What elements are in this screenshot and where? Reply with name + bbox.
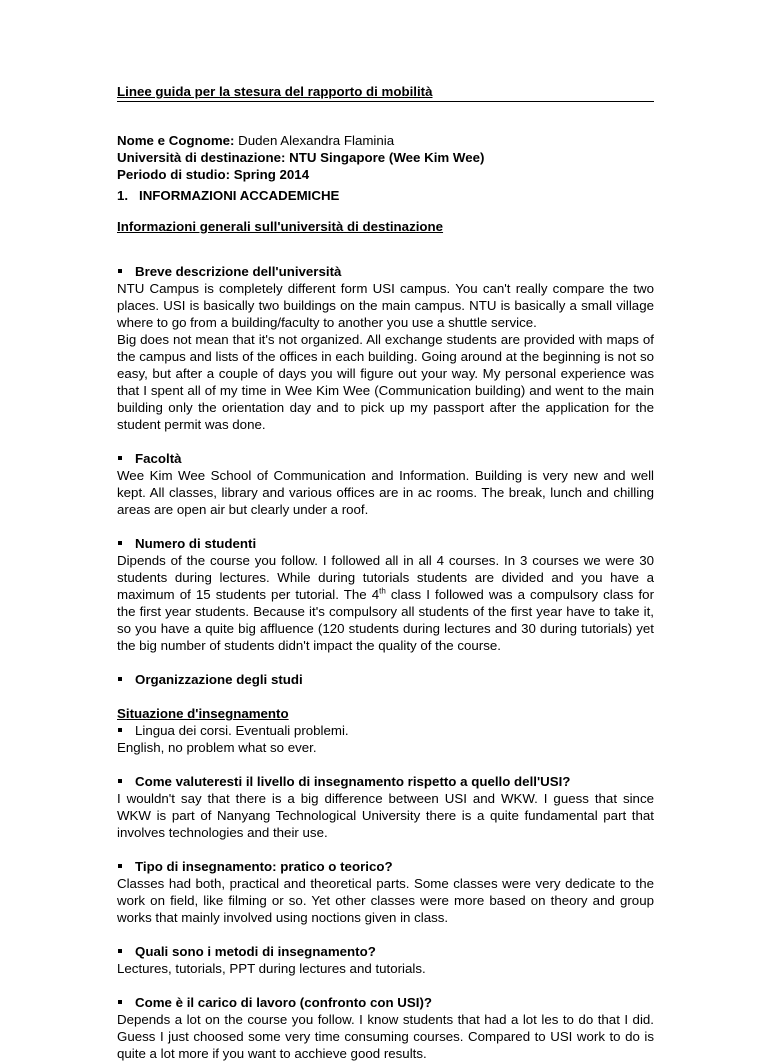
document-header <box>117 84 654 102</box>
bullet-icon <box>118 456 122 460</box>
answer-text: Big does not mean that it's not organized. All exchange students are provided with maps of the campus and lists of the offices in each building. Going around at the beginning is not so easy, but after a couple of days you will figure out your way. My personal experience was that I spent all of my time in Wee Kim Wee (Communication building) and went to the main building only the orientation day and to pick up my passport after the application for the student permit was done. <box>117 332 654 432</box>
question-heading: Tipo di insegnamento: pratico o teorico? <box>117 858 654 875</box>
bullet-icon <box>118 1000 122 1004</box>
bullet-icon <box>118 677 122 681</box>
question-heading: Numero di studenti <box>117 535 654 552</box>
question-heading: Breve descrizione dell'università <box>117 263 654 280</box>
teaching-title: Situazione d'insegnamento <box>117 706 289 721</box>
question-heading: Quali sono i metodi di insegnamento? <box>117 943 654 960</box>
bullet-icon <box>118 541 122 545</box>
question-heading: Organizzazione degli studi <box>117 671 654 688</box>
section-heading <box>117 188 339 203</box>
name-line <box>117 132 484 149</box>
answer-text: NTU Campus is completely different form USI campus. You can't really compare the two places. USI is basically two buildings on the main campus. NTU is basically a small village where to go from a building/faculty to another you use a shuttle service. <box>117 281 654 330</box>
question-heading: Come valuteresti il livello di insegnamento rispetto a quello dell'USI? <box>117 773 654 790</box>
question-methods <box>117 943 654 977</box>
answer-text: English, no problem what so ever. <box>117 740 317 755</box>
university-line: Università di destinazione: NTU Singapore (Wee Kim Wee) <box>117 150 485 165</box>
section-title: INFORMAZIONI ACCADEMICHE <box>139 188 340 203</box>
name-label: Nome e Cognome: <box>117 133 235 148</box>
question-language <box>117 705 654 756</box>
answer-text: Lectures, tutorials, PPT during lectures and tutorials. <box>117 961 426 976</box>
bullet-icon <box>118 269 122 273</box>
question-university <box>117 263 654 433</box>
answer-text: Classes had both, practical and theoretical parts. Some classes were very dedicate to the work on field, like filming or so. Yet other classes were more based on theory and group works that mainly involved using noctions given in class. <box>117 876 654 925</box>
answer-text: Wee Kim Wee School of Communication and Information. Building is very new and well kept. All classes, library and various offices are in ac rooms. The break, lunch and chilling areas are open air but clearly under a roof. <box>117 468 654 517</box>
question-type <box>117 858 654 926</box>
bullet-icon <box>118 779 122 783</box>
section-number: 1. <box>117 188 129 203</box>
question-heading: Lingua dei corsi. Eventuali problemi. <box>117 722 654 739</box>
answer-text: I wouldn't say that there is a big difference between USI and WKW. I guess that since WKW is part of Nanyang Technological University there is a quite fundamental part that involves technologies and their use. <box>117 791 654 840</box>
name-value: Duden Alexandra Flaminia <box>234 133 395 148</box>
question-heading: Come è il carico di lavoro (confronto con USI)? <box>117 994 654 1011</box>
student-info <box>117 132 484 183</box>
question-faculty <box>117 450 654 518</box>
document-title: Linee guida per la stesura del rapporto di mobilità <box>117 84 433 99</box>
bullet-icon <box>118 949 122 953</box>
question-organization <box>117 671 654 688</box>
answer-text: Depends a lot on the course you follow. I know students that had a lot les to do that I did. Guess I just choosed some very time consuming courses. Compared to USI work to do is quite a lot more if you want to acchieve good results. <box>117 1012 654 1061</box>
question-workload <box>117 994 654 1062</box>
question-heading: Facoltà <box>117 450 654 467</box>
bullet-icon <box>118 864 122 868</box>
question-students <box>117 535 654 654</box>
period-line: Periodo di studio: Spring 2014 <box>117 167 310 182</box>
answer-text: Dipends of the course you follow. I followed all in all 4 courses. In 3 courses we were 30 students during lectures. While during tutorials students are divided and you have a maximum of 15 students per tutorial. The 4th class I followed was a compulsory class for the first year students. Because it's compulsory all students of the first year have to take it, so you have a quite big affluence (120 students during lectures and 30 during tutorials) yet the big number of students didn't impact the quality of the course. <box>117 553 654 653</box>
question-level <box>117 773 654 841</box>
bullet-icon <box>118 728 122 732</box>
general-info-title: Informazioni generali sull'università di destinazione <box>117 219 444 234</box>
